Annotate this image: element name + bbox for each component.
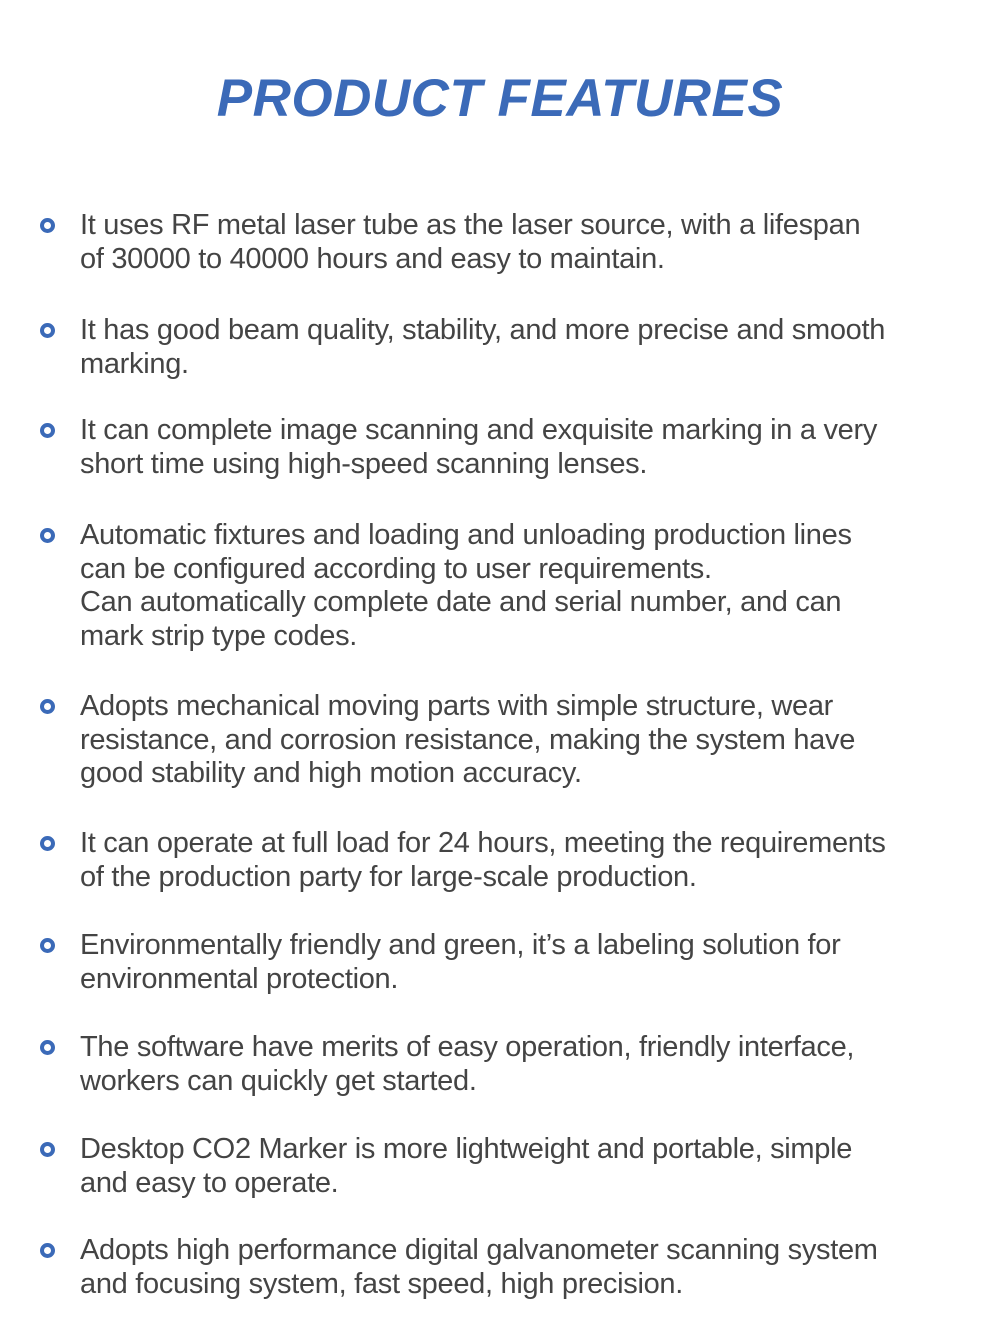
ring-bullet-icon bbox=[40, 699, 55, 714]
feature-text: It can complete image scanning and exquisite marking in a very short time using high-speed scanning lenses. bbox=[80, 414, 878, 480]
feature-text: It can operate at full load for 24 hours, meeting the requirements of the production party for large-scale production. bbox=[80, 827, 886, 893]
ring-bullet-icon bbox=[40, 938, 55, 953]
ring-bullet-icon bbox=[40, 423, 55, 438]
feature-text: It has good beam quality, stability, and more precise and smooth marking. bbox=[80, 314, 886, 380]
ring-bullet-icon bbox=[40, 323, 55, 338]
feature-text: Adopts mechanical moving parts with simple structure, wear resistance, and corrosion resistance, making the system have good stability and high motion accuracy. bbox=[80, 690, 856, 789]
feature-text: Environmentally friendly and green, it’s a labeling solution for environmental protection. bbox=[80, 929, 841, 995]
feature-text: It uses RF metal laser tube as the laser source, with a lifespan of 30000 to 40000 hours and easy to maintain. bbox=[80, 209, 861, 275]
page-title: PRODUCT FEATURES bbox=[216, 69, 784, 128]
ring-bullet-icon bbox=[40, 528, 55, 543]
feature-text: Adopts high performance digital galvanometer scanning system and focusing system, fast speed, high precision. bbox=[80, 1234, 878, 1300]
ring-bullet-icon bbox=[40, 218, 55, 233]
ring-bullet-icon bbox=[40, 1142, 55, 1157]
ring-bullet-icon bbox=[40, 836, 55, 851]
feature-text: Automatic fixtures and loading and unloading production lines can be configured according to user requirements. Can automatically complete date and serial number, and can mark strip type codes. bbox=[80, 519, 852, 652]
feature-text: The software have merits of easy operation, friendly interface, workers can quickly get started. bbox=[80, 1031, 855, 1097]
feature-text: Desktop CO2 Marker is more lightweight and portable, simple and easy to operate. bbox=[80, 1133, 853, 1199]
ring-bullet-icon bbox=[40, 1243, 55, 1258]
ring-bullet-icon bbox=[40, 1040, 55, 1055]
